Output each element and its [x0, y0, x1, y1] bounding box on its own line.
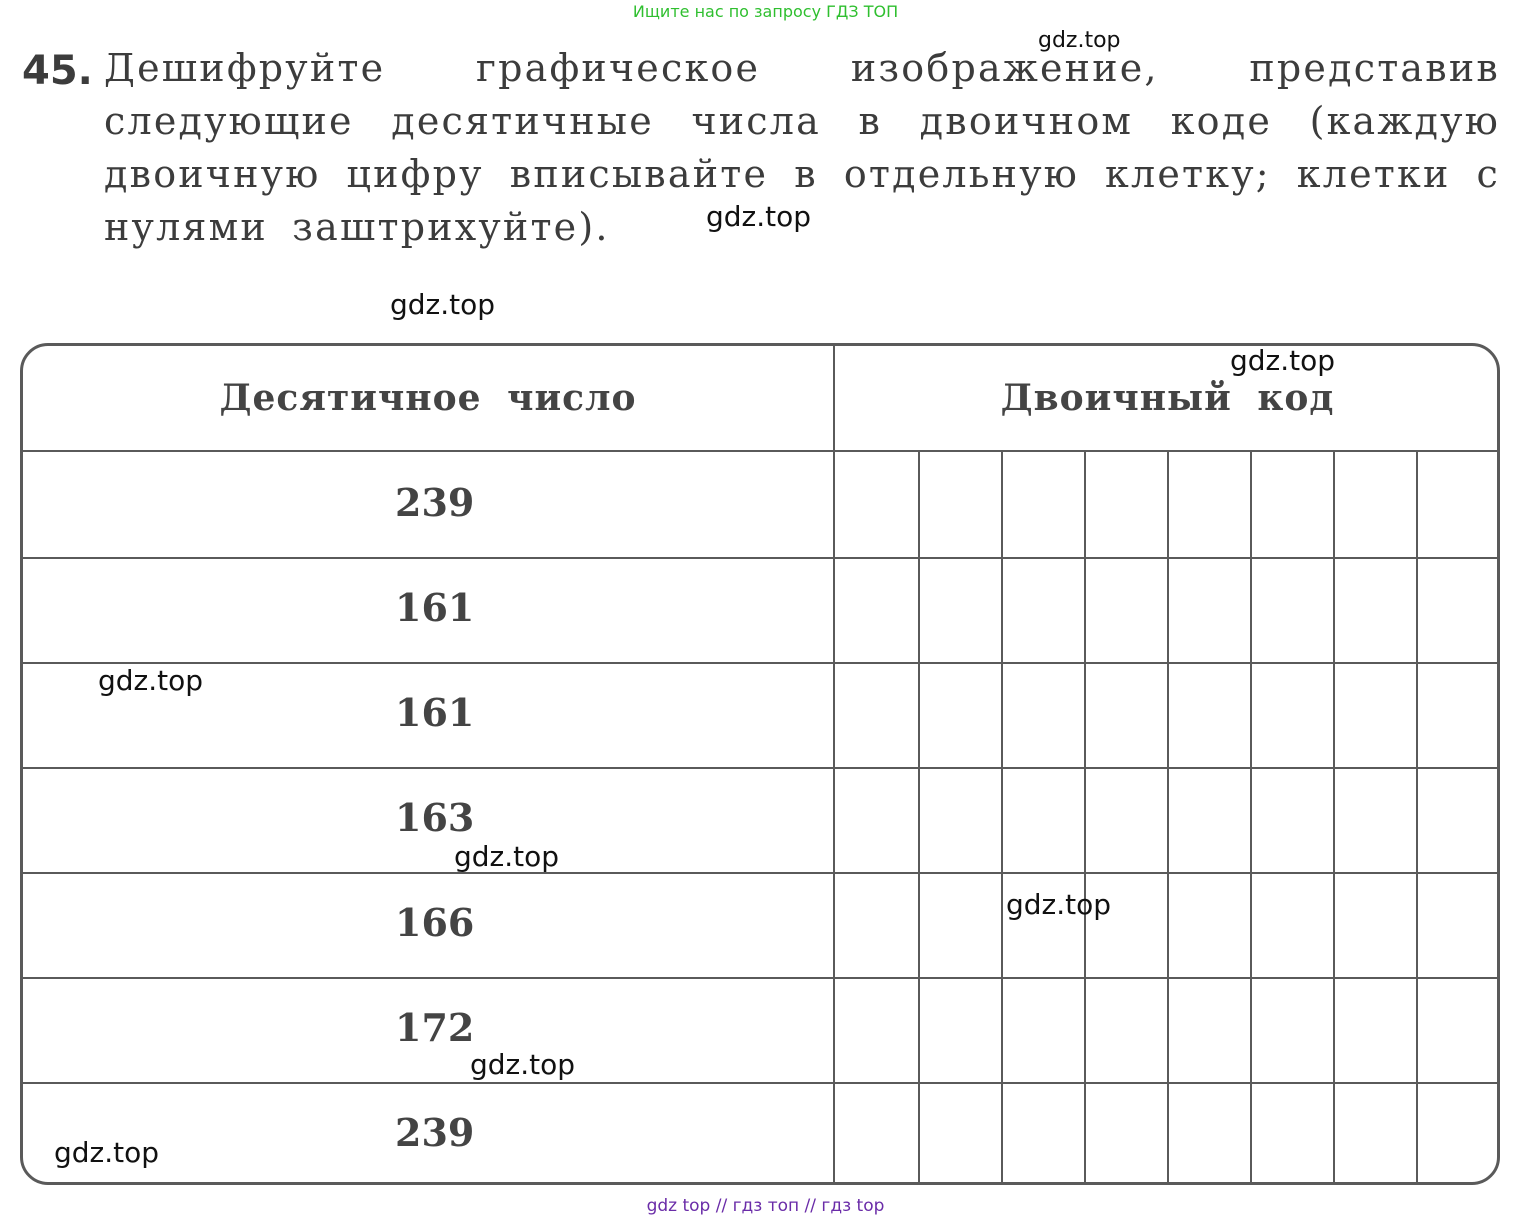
table-row: [23, 1082, 1497, 1185]
binary-digit-cell[interactable]: [1167, 557, 1250, 662]
table-row: [23, 977, 1497, 1084]
decimal-value: 161: [395, 585, 475, 630]
table-row: [23, 767, 1497, 874]
binary-digit-cell[interactable]: [835, 452, 918, 557]
task-number: 45.: [22, 48, 93, 94]
binary-digit-cell[interactable]: [1001, 662, 1084, 767]
column-divider: [833, 346, 835, 1182]
binary-digit-cell[interactable]: [1333, 452, 1416, 557]
binary-digit-cell[interactable]: [1084, 1082, 1167, 1185]
binary-digit-cell[interactable]: [1084, 977, 1167, 1082]
binary-digit-cell[interactable]: [918, 1082, 1001, 1185]
binary-digit-cell[interactable]: [918, 767, 1001, 872]
binary-digit-cell[interactable]: [1167, 452, 1250, 557]
binary-digit-cell[interactable]: [1333, 1082, 1416, 1185]
header-decimal: Десятичное число: [219, 377, 637, 419]
watermark: gdz.top: [470, 1048, 576, 1081]
binary-digit-cell[interactable]: [1084, 662, 1167, 767]
binary-digit-cell[interactable]: [918, 452, 1001, 557]
binary-digit-cell[interactable]: [1001, 452, 1084, 557]
binary-digit-cell[interactable]: [835, 872, 918, 977]
task-text: Дешифруйте графическое изображение, представив следующие десятичные числа в двоичном коде (каждую двоичную цифру вписывайте в отдельную клетку; клетки с нулями заштрихуйте).: [104, 46, 1500, 249]
binary-digit-cell[interactable]: [1001, 1082, 1084, 1185]
binary-digit-cell[interactable]: [1416, 767, 1499, 872]
watermark: gdz.top: [390, 288, 496, 321]
binary-digit-cell[interactable]: [1416, 452, 1499, 557]
decimal-value: 239: [395, 480, 475, 525]
binary-digit-cell[interactable]: [1001, 557, 1084, 662]
binary-digit-cell[interactable]: [835, 662, 918, 767]
binary-digit-cell[interactable]: [835, 977, 918, 1082]
binary-digit-cell[interactable]: [1001, 977, 1084, 1082]
binary-digit-cell[interactable]: [835, 557, 918, 662]
binary-digit-cell[interactable]: [1333, 872, 1416, 977]
binary-digit-cell[interactable]: [1084, 452, 1167, 557]
binary-digit-cell[interactable]: [1167, 872, 1250, 977]
binary-digit-cell[interactable]: [1416, 977, 1499, 1082]
table-row: [23, 872, 1497, 979]
watermark: gdz.top: [454, 840, 560, 873]
binary-digit-cell[interactable]: [1250, 977, 1333, 1082]
watermark: gdz.top: [706, 200, 812, 233]
footer-links[interactable]: gdz top // гдз топ // гдз top: [646, 1196, 885, 1216]
binary-digit-cell[interactable]: [1250, 1082, 1333, 1185]
header-binary: Двоичный код: [1000, 377, 1335, 419]
binary-digit-cell[interactable]: [1333, 662, 1416, 767]
binary-digit-cell[interactable]: [1250, 767, 1333, 872]
table-row: [23, 452, 1497, 559]
binary-digit-cell[interactable]: [1416, 1082, 1499, 1185]
binary-digit-cell[interactable]: [1250, 557, 1333, 662]
watermark: gdz.top: [1230, 344, 1336, 377]
binary-digit-cell[interactable]: [1250, 662, 1333, 767]
table-row: [23, 662, 1497, 769]
binary-digit-cell[interactable]: [835, 1082, 918, 1185]
decimal-value: 163: [395, 795, 475, 840]
binary-digit-cell[interactable]: [1250, 452, 1333, 557]
binary-digit-cell[interactable]: [918, 557, 1001, 662]
binary-digit-cell[interactable]: [1167, 662, 1250, 767]
binary-digit-cell[interactable]: [918, 977, 1001, 1082]
binary-digit-cell[interactable]: [835, 767, 918, 872]
watermark: gdz.top: [54, 1136, 160, 1169]
binary-digit-cell[interactable]: [918, 662, 1001, 767]
decimal-value: 239: [395, 1110, 475, 1155]
binary-digit-cell[interactable]: [1416, 662, 1499, 767]
table-row: [23, 557, 1497, 664]
watermark: gdz.top: [1006, 888, 1112, 921]
top-banner[interactable]: Ищите нас по запросу ГДЗ ТОП: [632, 2, 899, 21]
binary-digit-cell[interactable]: [1167, 977, 1250, 1082]
binary-digit-cell[interactable]: [1084, 557, 1167, 662]
binary-digit-cell[interactable]: [1416, 872, 1499, 977]
binary-digit-cell[interactable]: [1333, 767, 1416, 872]
decode-table: [20, 343, 1500, 1185]
watermark: gdz.top: [98, 664, 204, 697]
binary-digit-cell[interactable]: [1333, 977, 1416, 1082]
binary-digit-cell[interactable]: [1084, 767, 1167, 872]
binary-digit-cell[interactable]: [1416, 557, 1499, 662]
binary-digit-cell[interactable]: [1001, 767, 1084, 872]
binary-digit-cell[interactable]: [1167, 767, 1250, 872]
binary-digit-cell[interactable]: [918, 872, 1001, 977]
binary-digit-cell[interactable]: [1333, 557, 1416, 662]
binary-digit-cell[interactable]: [1167, 1082, 1250, 1185]
decimal-value: 161: [395, 690, 475, 735]
watermark: gdz.top: [1038, 28, 1121, 53]
binary-digit-cell[interactable]: [1250, 872, 1333, 977]
decimal-value: 172: [395, 1005, 475, 1050]
decimal-value: 166: [395, 900, 475, 945]
